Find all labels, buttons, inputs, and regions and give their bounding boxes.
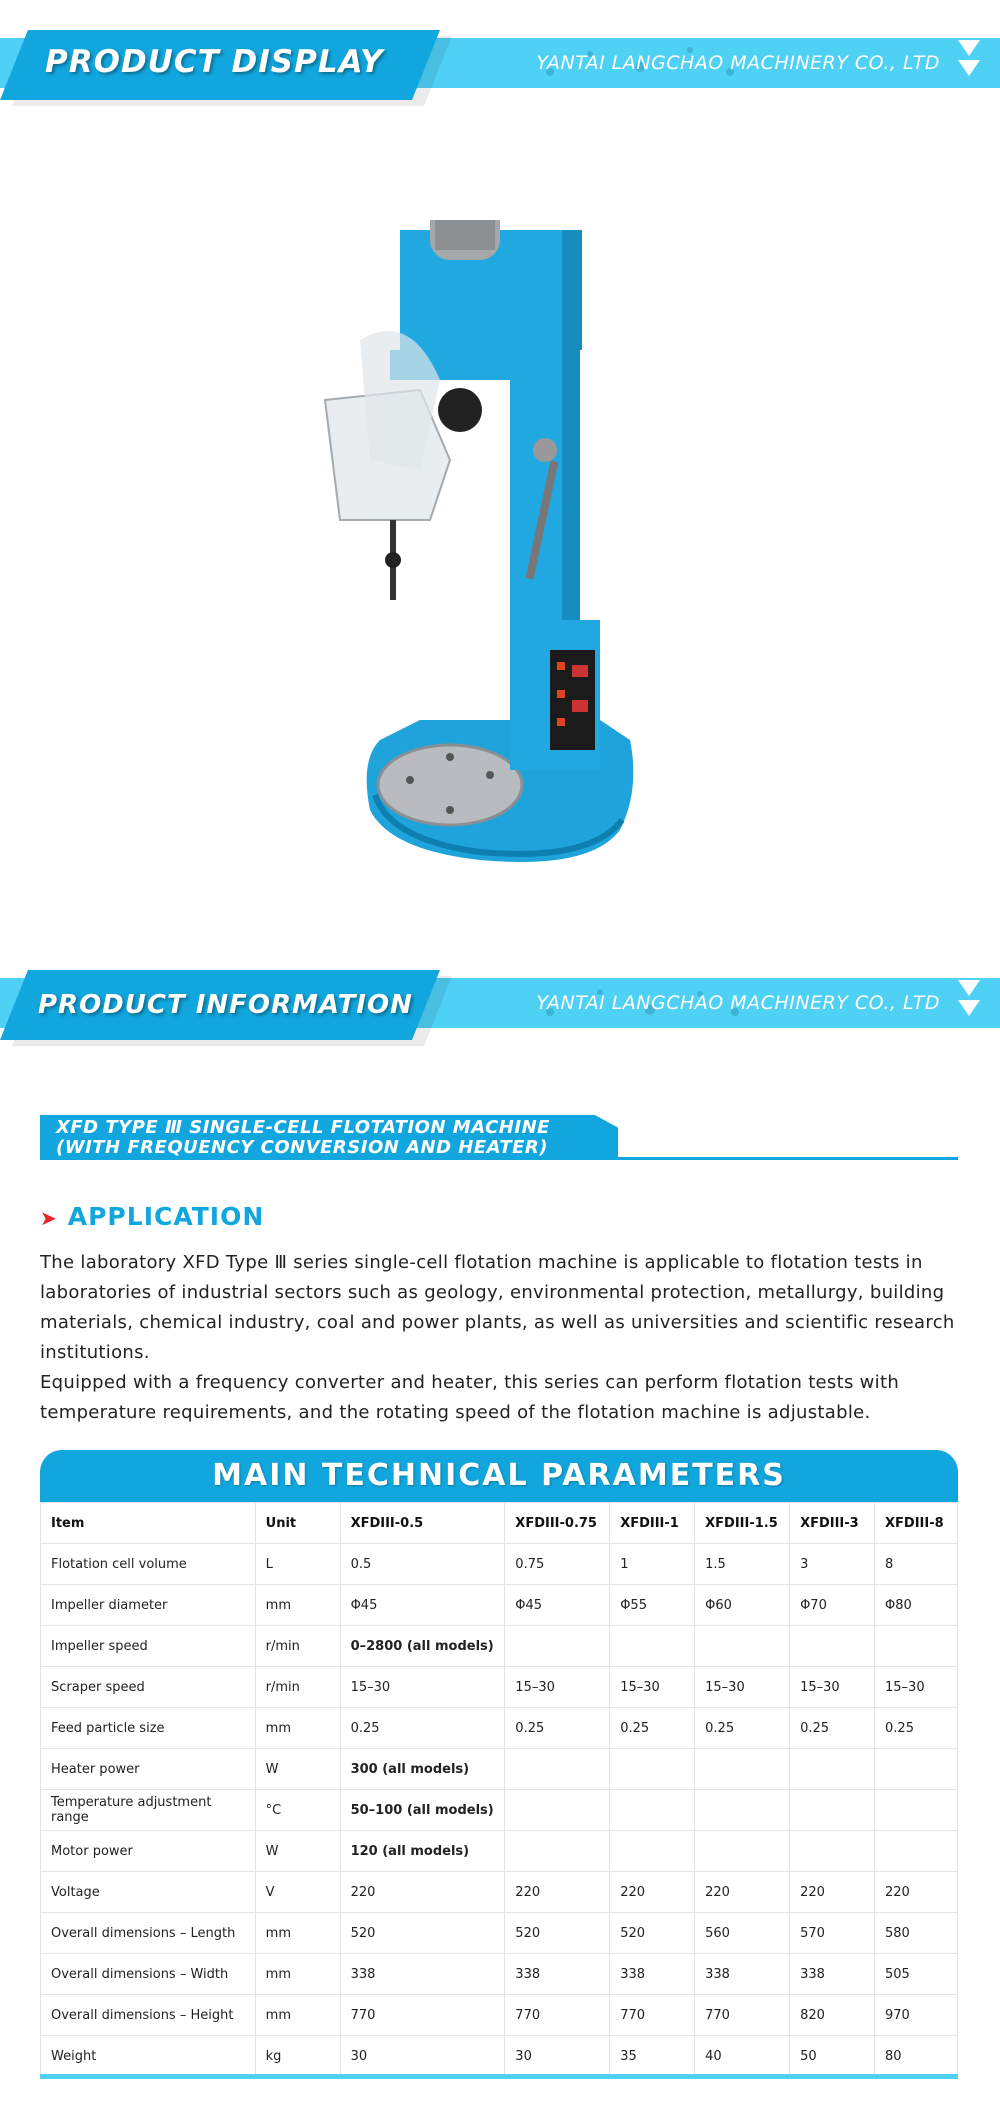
table-cell: 820 bbox=[790, 1995, 875, 2036]
table-cell: 338 bbox=[505, 1954, 610, 1995]
table-cell-empty bbox=[695, 1831, 790, 1872]
table-cell: Flotation cell volume bbox=[41, 1544, 256, 1585]
table-bottom-bar bbox=[40, 2074, 958, 2079]
table-cell: 50–100 (all models) bbox=[340, 1790, 505, 1831]
table-cell: 300 (all models) bbox=[340, 1749, 505, 1790]
table-cell: 338 bbox=[790, 1954, 875, 1995]
table-row bbox=[41, 1749, 958, 1790]
table-cell: °C bbox=[255, 1790, 340, 1831]
red-arrow-icon: ➤ bbox=[40, 1206, 58, 1230]
product-heading-line-2: (WITH FREQUENCY CONVERSION AND HEATER) bbox=[56, 1137, 549, 1158]
double-chevron-down-icon bbox=[958, 40, 980, 80]
table-cell-empty bbox=[505, 1626, 610, 1667]
table-cell: Impeller speed bbox=[41, 1626, 256, 1667]
column-header: XFDIII-0.5 bbox=[340, 1503, 505, 1544]
table-cell: V bbox=[255, 1872, 340, 1913]
table-cell: 520 bbox=[505, 1913, 610, 1954]
table-cell: 520 bbox=[340, 1913, 505, 1954]
table-cell: mm bbox=[255, 1585, 340, 1626]
application-paragraph-1: The laboratory XFD Type Ⅲ series single-cell flotation machine is applicable to flotation tests in laboratories of industrial sectors such as geology, environmental protection, metallurgy, building materials, chemical industry, coal and power plants, as well as universities and scientific research institutions. bbox=[40, 1252, 955, 1363]
table-cell: 120 (all models) bbox=[340, 1831, 505, 1872]
flotation-machine-image bbox=[300, 220, 700, 900]
section-title: PRODUCT DISPLAY bbox=[45, 44, 384, 80]
table-cell-empty bbox=[505, 1831, 610, 1872]
product-heading bbox=[40, 1115, 958, 1160]
table-cell-empty bbox=[505, 1790, 610, 1831]
table-cell: 220 bbox=[875, 1872, 958, 1913]
table-cell: mm bbox=[255, 1954, 340, 1995]
table-cell-empty bbox=[790, 1626, 875, 1667]
table-cell: 220 bbox=[340, 1872, 505, 1913]
table-cell-empty bbox=[790, 1749, 875, 1790]
table-cell: W bbox=[255, 1749, 340, 1790]
table-cell: 15–30 bbox=[610, 1667, 695, 1708]
table-cell: 50 bbox=[790, 2036, 875, 2077]
table-cell: 0.25 bbox=[505, 1708, 610, 1749]
table-row bbox=[41, 1585, 958, 1626]
column-header: XFDIII-1.5 bbox=[695, 1503, 790, 1544]
table-cell: 0–2800 (all models) bbox=[340, 1626, 505, 1667]
table-cell: 3 bbox=[790, 1544, 875, 1585]
table-cell: Φ45 bbox=[340, 1585, 505, 1626]
table-cell: 0.5 bbox=[340, 1544, 505, 1585]
table-cell: Φ60 bbox=[695, 1585, 790, 1626]
application-heading bbox=[40, 1202, 264, 1231]
table-cell-empty bbox=[875, 1626, 958, 1667]
table-cell: Φ45 bbox=[505, 1585, 610, 1626]
table-cell: Φ55 bbox=[610, 1585, 695, 1626]
table-cell: r/min bbox=[255, 1667, 340, 1708]
table-row bbox=[41, 2036, 958, 2077]
table-cell: Overall dimensions – Width bbox=[41, 1954, 256, 1995]
table-cell: Impeller diameter bbox=[41, 1585, 256, 1626]
table-cell: Heater power bbox=[41, 1749, 256, 1790]
table-cell: kg bbox=[255, 2036, 340, 2077]
table-row bbox=[41, 1790, 958, 1831]
table-cell: 1 bbox=[610, 1544, 695, 1585]
table-cell: 15–30 bbox=[695, 1667, 790, 1708]
parameters-title: MAIN TECHNICAL PARAMETERS bbox=[212, 1458, 786, 1493]
table-cell: 770 bbox=[695, 1995, 790, 2036]
table-cell: mm bbox=[255, 1995, 340, 2036]
table-cell: 560 bbox=[695, 1913, 790, 1954]
table-cell: 220 bbox=[505, 1872, 610, 1913]
table-header-row bbox=[41, 1503, 958, 1544]
table-cell: r/min bbox=[255, 1626, 340, 1667]
table-cell: 15–30 bbox=[875, 1667, 958, 1708]
table-row bbox=[41, 1831, 958, 1872]
table-cell: 0.25 bbox=[695, 1708, 790, 1749]
application-paragraph-2: Equipped with a frequency converter and heater, this series can perform flotation tests with temperature requirements, and the rotating speed of the flotation machine is adjustable. bbox=[40, 1372, 900, 1423]
table-row bbox=[41, 1544, 958, 1585]
column-header: Item bbox=[41, 1503, 256, 1544]
table-cell-empty bbox=[610, 1831, 695, 1872]
table-cell: 15–30 bbox=[340, 1667, 505, 1708]
table-cell: 0.75 bbox=[505, 1544, 610, 1585]
table-cell: 505 bbox=[875, 1954, 958, 1995]
table-cell-empty bbox=[695, 1626, 790, 1667]
table-cell: Weight bbox=[41, 2036, 256, 2077]
table-cell-empty bbox=[610, 1749, 695, 1790]
table-cell: 0.25 bbox=[610, 1708, 695, 1749]
table-cell: 220 bbox=[610, 1872, 695, 1913]
column-header: Unit bbox=[255, 1503, 340, 1544]
table-cell: 80 bbox=[875, 2036, 958, 2077]
company-name: YANTAI LANGCHAO MACHINERY CO., LTD bbox=[536, 992, 940, 1014]
table-cell-empty bbox=[790, 1790, 875, 1831]
column-header: XFDIII-8 bbox=[875, 1503, 958, 1544]
double-chevron-down-icon bbox=[958, 980, 980, 1020]
table-cell: 570 bbox=[790, 1913, 875, 1954]
parameters-header bbox=[40, 1450, 958, 1502]
column-header: XFDIII-3 bbox=[790, 1503, 875, 1544]
table-cell: Overall dimensions – Length bbox=[41, 1913, 256, 1954]
table-cell: 40 bbox=[695, 2036, 790, 2077]
table-cell: 770 bbox=[340, 1995, 505, 2036]
table-cell-empty bbox=[790, 1831, 875, 1872]
table-row bbox=[41, 1995, 958, 2036]
table-cell: 338 bbox=[340, 1954, 505, 1995]
table-cell: L bbox=[255, 1544, 340, 1585]
column-header: XFDIII-0.75 bbox=[505, 1503, 610, 1544]
application-title: APPLICATION bbox=[67, 1202, 265, 1231]
table-cell: Overall dimensions – Height bbox=[41, 1995, 256, 2036]
product-information-banner bbox=[0, 970, 1000, 1040]
table-cell-empty bbox=[610, 1790, 695, 1831]
table-cell-empty bbox=[875, 1749, 958, 1790]
table-cell: 338 bbox=[610, 1954, 695, 1995]
table-cell: Φ70 bbox=[790, 1585, 875, 1626]
table-cell: 0.25 bbox=[875, 1708, 958, 1749]
table-cell: 30 bbox=[505, 2036, 610, 2077]
table-cell: 15–30 bbox=[505, 1667, 610, 1708]
table-row bbox=[41, 1626, 958, 1667]
table-cell-empty bbox=[875, 1790, 958, 1831]
table-cell: 770 bbox=[505, 1995, 610, 2036]
table-row bbox=[41, 1708, 958, 1749]
table-cell: mm bbox=[255, 1708, 340, 1749]
table-cell: Scraper speed bbox=[41, 1667, 256, 1708]
product-display-banner bbox=[0, 30, 1000, 100]
table-cell: 220 bbox=[695, 1872, 790, 1913]
company-name: YANTAI LANGCHAO MACHINERY CO., LTD bbox=[536, 52, 940, 74]
table-cell: 1.5 bbox=[695, 1544, 790, 1585]
table-cell: 770 bbox=[610, 1995, 695, 2036]
table-cell: 970 bbox=[875, 1995, 958, 2036]
table-cell: Temperature adjustment range bbox=[41, 1790, 256, 1831]
table-row bbox=[41, 1872, 958, 1913]
table-cell-empty bbox=[695, 1790, 790, 1831]
table-cell-empty bbox=[505, 1749, 610, 1790]
table-cell: Voltage bbox=[41, 1872, 256, 1913]
table-cell: 15–30 bbox=[790, 1667, 875, 1708]
table-cell: Feed particle size bbox=[41, 1708, 256, 1749]
table-cell: 580 bbox=[875, 1913, 958, 1954]
table-cell-empty bbox=[695, 1749, 790, 1790]
parameters-table bbox=[40, 1502, 958, 2077]
table-cell: 0.25 bbox=[340, 1708, 505, 1749]
table-cell-empty bbox=[610, 1626, 695, 1667]
section-title: PRODUCT INFORMATION bbox=[38, 990, 413, 1020]
table-row bbox=[41, 1954, 958, 1995]
table-cell-empty bbox=[875, 1831, 958, 1872]
table-cell: 30 bbox=[340, 2036, 505, 2077]
table-cell: 520 bbox=[610, 1913, 695, 1954]
table-cell: W bbox=[255, 1831, 340, 1872]
table-row bbox=[41, 1667, 958, 1708]
table-cell: 35 bbox=[610, 2036, 695, 2077]
column-header: XFDIII-1 bbox=[610, 1503, 695, 1544]
product-heading-line-1: XFD TYPE Ⅲ SINGLE-CELL FLOTATION MACHINE bbox=[56, 1117, 550, 1138]
table-cell: 338 bbox=[695, 1954, 790, 1995]
table-cell: 220 bbox=[790, 1872, 875, 1913]
table-cell: Motor power bbox=[41, 1831, 256, 1872]
table-cell: 8 bbox=[875, 1544, 958, 1585]
table-cell: mm bbox=[255, 1913, 340, 1954]
table-cell: Φ80 bbox=[875, 1585, 958, 1626]
table-cell: 0.25 bbox=[790, 1708, 875, 1749]
table-row bbox=[41, 1913, 958, 1954]
